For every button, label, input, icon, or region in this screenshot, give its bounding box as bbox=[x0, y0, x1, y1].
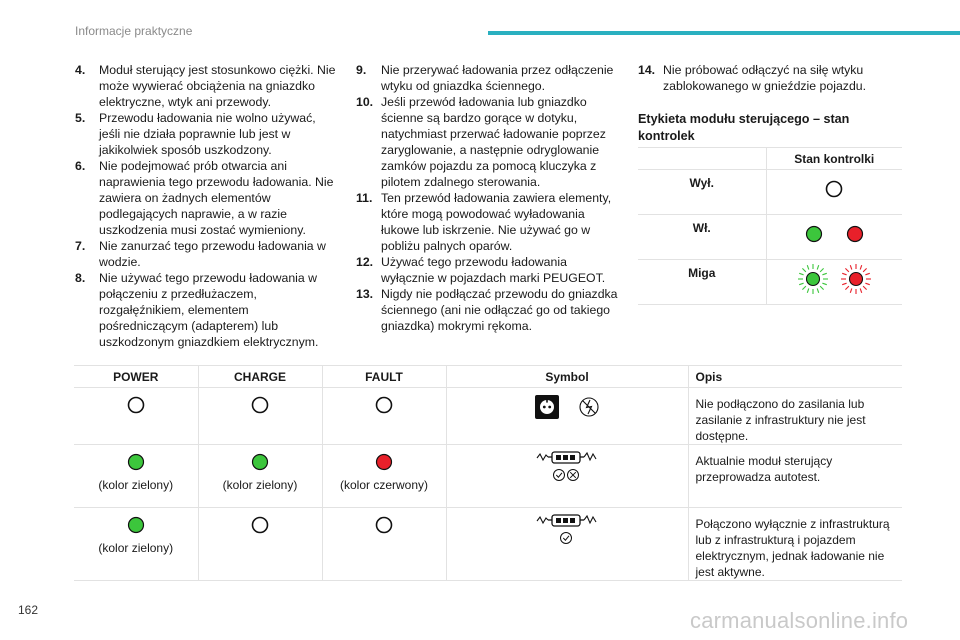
lamp-state-cell bbox=[766, 170, 902, 215]
lamp-off-icon bbox=[250, 395, 270, 415]
column-header-symbol: Symbol bbox=[446, 366, 688, 388]
table-row bbox=[74, 508, 902, 581]
lamp-state-label: Wył. bbox=[638, 170, 766, 215]
lamp-off-icon bbox=[374, 395, 394, 415]
list-item: 11. Ten przewód ładowania zawiera elementy, które mogą powodować wyładowania łukowe lub iskrzenie. Nie używać go w pobliżu palnych oparów. bbox=[356, 191, 612, 253]
list-item: 10. Jeśli przewód ładowania lub gniazdko ścienne są bardzo gorące w dotyku, natychmiast przerwać ładowanie poprzez zaryglowanie, a następnie odryglowanie zamków pojazdu za pomocą kluczyka z pilotem zdalnego sterowania. bbox=[356, 95, 606, 189]
fault-cell bbox=[322, 388, 446, 445]
table-row bbox=[74, 388, 902, 445]
lamp-state-cell bbox=[766, 260, 902, 305]
list-item: 8. Nie używać tego przewodu ładowania w połączeniu z przedłużaczem, rozgałęźnikiem, elementem pośredniczącym (adapterem) lub uszkodzonym gniazdkiem elektrycznym. bbox=[75, 271, 319, 349]
lamp-status-table bbox=[638, 147, 902, 305]
charge-cell bbox=[198, 445, 322, 508]
red-lamp-blinking-icon bbox=[839, 262, 873, 296]
power-cell bbox=[74, 388, 198, 445]
lamp-off-icon bbox=[824, 179, 844, 199]
table-row bbox=[638, 215, 902, 260]
column-header-description: Opis bbox=[688, 366, 902, 388]
symbol-cell bbox=[446, 445, 688, 508]
list-item: 13. Nigdy nie podłączać przewodu do gniazdka ściennego (ani nie odłączać go od takiego gniazdka) mokrymi rękoma. bbox=[356, 287, 618, 333]
green-lamp-on-icon bbox=[126, 452, 146, 472]
lamp-state-label: Wł. bbox=[638, 215, 766, 260]
list-item: 14. Nie próbować odłączyć na siłę wtyku zablokowanego w gnieździe pojazdu. bbox=[638, 63, 867, 93]
symbol-cell bbox=[446, 508, 688, 581]
fault-cell bbox=[322, 508, 446, 581]
green-lamp-on-icon bbox=[250, 452, 270, 472]
status-table bbox=[74, 365, 902, 581]
page-number: 162 bbox=[18, 603, 39, 617]
column-header-fault: FAULT bbox=[322, 366, 446, 388]
lamp-state-cell bbox=[766, 215, 902, 260]
description-cell: Nie podłączono do zasilania lub zasilanie z infrastruktury nie jest dostępne. bbox=[688, 388, 902, 445]
green-lamp-on-icon bbox=[804, 224, 824, 244]
text-column-2 bbox=[356, 62, 621, 334]
description-cell: Połączono wyłącznie z infrastrukturą lub z infrastrukturą i pojazdem elektrycznym, jednak ładowanie nie jest aktywne. bbox=[688, 508, 902, 581]
lamp-color-caption: (kolor zielony) bbox=[98, 541, 174, 555]
green-lamp-blinking-icon bbox=[796, 262, 830, 296]
power-cell bbox=[74, 508, 198, 581]
control-box-selftest-icon bbox=[534, 450, 600, 484]
red-lamp-on-icon bbox=[374, 452, 394, 472]
list-item: 9. Nie przerywać ładowania przez odłączenie wtyku od gniazdka ściennego. bbox=[356, 63, 614, 93]
lamp-off-icon bbox=[250, 515, 270, 535]
text-column-3 bbox=[638, 62, 903, 145]
list-item: 4. Moduł sterujący jest stosunkowo ciężki. Nie może wywierać obciążenia na gniazdko elektryczne, wtyk ani przewody. bbox=[75, 63, 336, 109]
list-item: 7. Nie zanurzać tego przewodu ładowania w wodzie. bbox=[75, 239, 326, 269]
lamp-off-icon bbox=[374, 515, 394, 535]
description-cell: Aktualnie moduł sterujący przeprowadza autotest. bbox=[688, 445, 902, 508]
no-power-icon bbox=[578, 396, 600, 418]
column-header-power: POWER bbox=[74, 366, 198, 388]
charge-cell bbox=[198, 388, 322, 445]
lamp-color-caption: (kolor zielony) bbox=[222, 478, 298, 492]
lamp-color-caption: (kolor zielony) bbox=[98, 478, 174, 492]
lamp-color-caption: (kolor czerwony) bbox=[339, 478, 429, 492]
lamp-off-icon bbox=[126, 395, 146, 415]
table-row bbox=[638, 260, 902, 305]
column-header-charge: CHARGE bbox=[198, 366, 322, 388]
control-box-ok-icon bbox=[534, 513, 600, 547]
watermark: carmanualsonline.info bbox=[690, 608, 909, 633]
table-row bbox=[74, 445, 902, 508]
lamp-state-label: Miga bbox=[638, 260, 766, 305]
charge-cell bbox=[198, 508, 322, 581]
red-lamp-on-icon bbox=[845, 224, 865, 244]
list-item: 12. Używać tego przewodu ładowania wyłącznie w pojazdach marki PEUGEOT. bbox=[356, 255, 606, 285]
list-item: 6. Nie podejmować prób otwarcia ani naprawienia tego przewodu ładowania. Nie zawiera on żadnych elementów podlegających naprawie, a w razie uszkodzenia musi zostać wymieniony. bbox=[75, 159, 334, 237]
list-item: 5. Przewodu ładowania nie wolno używać, jeśli nie działa poprawnie lub jest w jakikolwiek sposób uszkodzony. bbox=[75, 111, 316, 157]
section-heading: Etykieta modułu sterującego – stan kontrolek bbox=[638, 112, 850, 143]
symbol-cell bbox=[446, 388, 688, 445]
lamp-table-header: Stan kontrolki bbox=[766, 148, 902, 170]
lamp-table-header-empty bbox=[638, 148, 766, 170]
table-row bbox=[638, 170, 902, 215]
power-socket-icon bbox=[534, 394, 560, 420]
green-lamp-on-icon bbox=[126, 515, 146, 535]
header-accent-bar bbox=[488, 31, 960, 35]
page-header-title: Informacje praktyczne bbox=[75, 24, 193, 38]
power-cell bbox=[74, 445, 198, 508]
text-column-1 bbox=[75, 62, 340, 350]
fault-cell bbox=[322, 445, 446, 508]
